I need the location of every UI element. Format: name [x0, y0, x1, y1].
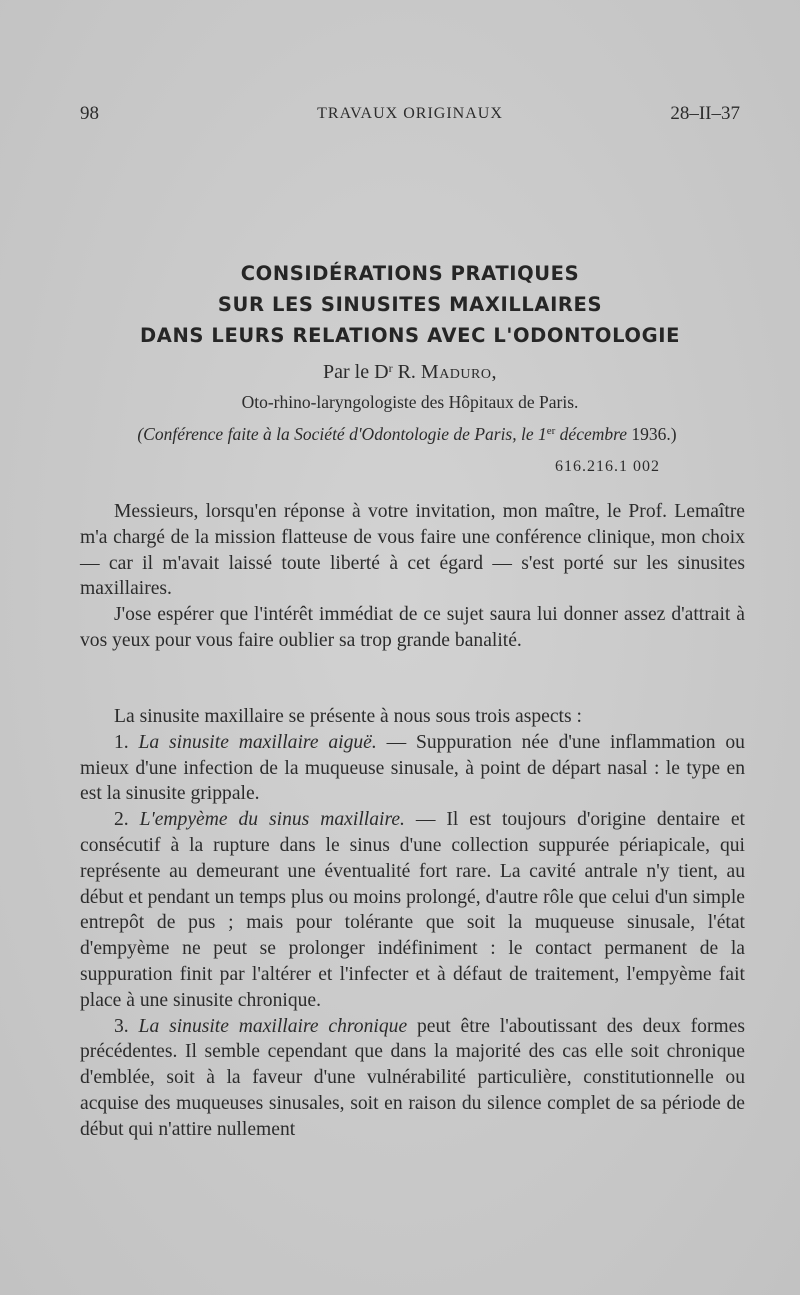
item-3-text: peut être l'aboutissant des deux formes précédentes. Il semble cependant que dans la majorité des cas elle soit chronique d'emblée, soit à la faveur d'une vulnérabilité particulière, constitutionnelle ou acquise des muqueuses sinusales, soit en raison du silence complet de sa période de début qui n'attire nullement: [80, 1015, 745, 1140]
paragraph-3: La sinusite maxillaire se présente à nous sous trois aspects :: [114, 706, 582, 727]
running-head: [80, 103, 740, 127]
item-2-number: 2.: [114, 809, 129, 831]
conference-date: décembre: [559, 424, 628, 444]
article-body-main: [80, 704, 745, 1143]
paragraph-6: [80, 1014, 745, 1143]
item-1-title: La sinusite maxillaire aiguë.: [138, 731, 377, 753]
item-3-title: La sinusite maxillaire chronique: [138, 1015, 408, 1037]
byline-initial: R.: [397, 361, 416, 383]
byline: [80, 355, 740, 385]
paragraph-1: Messieurs, lorsqu'en réponse à votre invitation, mon maître, le Prof. Lemaître m'a chargé de la mission flatteuse de vous faire une conférence clinique, mon choix — car il m'avait laissé toute liberté à cet égard — s'est porté sur les sinusites maxillaires.: [80, 501, 745, 600]
byline-prefix: Par le D: [323, 361, 389, 383]
page-number: 98: [80, 103, 99, 124]
item-3-number: 3.: [114, 1015, 129, 1037]
item-1-text: — Suppuration née d'une inflammation ou mieux d'une infection de la muqueuse sinusale, à point de départ nasal : le type en est la sinusite grippale.: [80, 731, 745, 805]
issue-date: 28–II–37: [670, 103, 740, 124]
item-2-text: — Il est toujours d'origine dentaire et consécutif à la rupture dans le sinus d'une collection suppurée périapicale, qui représente au demeurant une éventualité fort rare. La cavité antrale n'y tient, au début et pendant un temps plus ou moins prolongé, d'autre rôle que celui d'un simple entrepôt de pus ; mais pour tolérante que soit la muqueuse sinusale, l'état d'empyème ne peut se prolonger indéfiniment : le contact permanent de la suppuration finit par l'altérer et l'infecter et à défaut de traitement, l'empyème fait place à une sinusite chronique.: [80, 809, 745, 1011]
journal-section: TRAVAUX ORIGINAUX: [317, 105, 503, 122]
article-header: [80, 258, 740, 448]
author-affiliation: Oto-rhino-laryngologiste des Hôpitaux de Paris.: [241, 392, 579, 412]
conference-text: (Conférence faite à la Société d'Odontologie de Paris, le 1: [137, 424, 547, 444]
title-line-3: DANS LEURS RELATIONS AVEC L'ODONTOLOGIE: [140, 324, 680, 347]
item-2-title: L'empyème du sinus maxillaire.: [139, 809, 405, 831]
conference-note: [74, 417, 740, 448]
paragraph-4: [80, 730, 745, 807]
conference-sup: er: [546, 425, 556, 437]
classification-code: 616.216.1 002: [555, 458, 660, 475]
title-line-1: CONSIDÉRATIONS PRATIQUES: [240, 262, 580, 285]
author-name: Maduro,: [420, 361, 497, 383]
article-body-intro: [80, 499, 745, 654]
title-line-2: SUR LES SINUSITES MAXILLAIRES: [217, 293, 603, 316]
paragraph-2: J'ose espérer que l'intérêt immédiat de ce sujet saura lui donner assez d'attrait à vos yeux pour vous faire oublier sa trop grande banalité.: [80, 604, 745, 651]
item-1-number: 1.: [114, 731, 129, 753]
paragraph-5: [80, 807, 745, 1013]
byline-sup: r: [388, 361, 393, 375]
conference-year: 1936.): [631, 424, 677, 444]
